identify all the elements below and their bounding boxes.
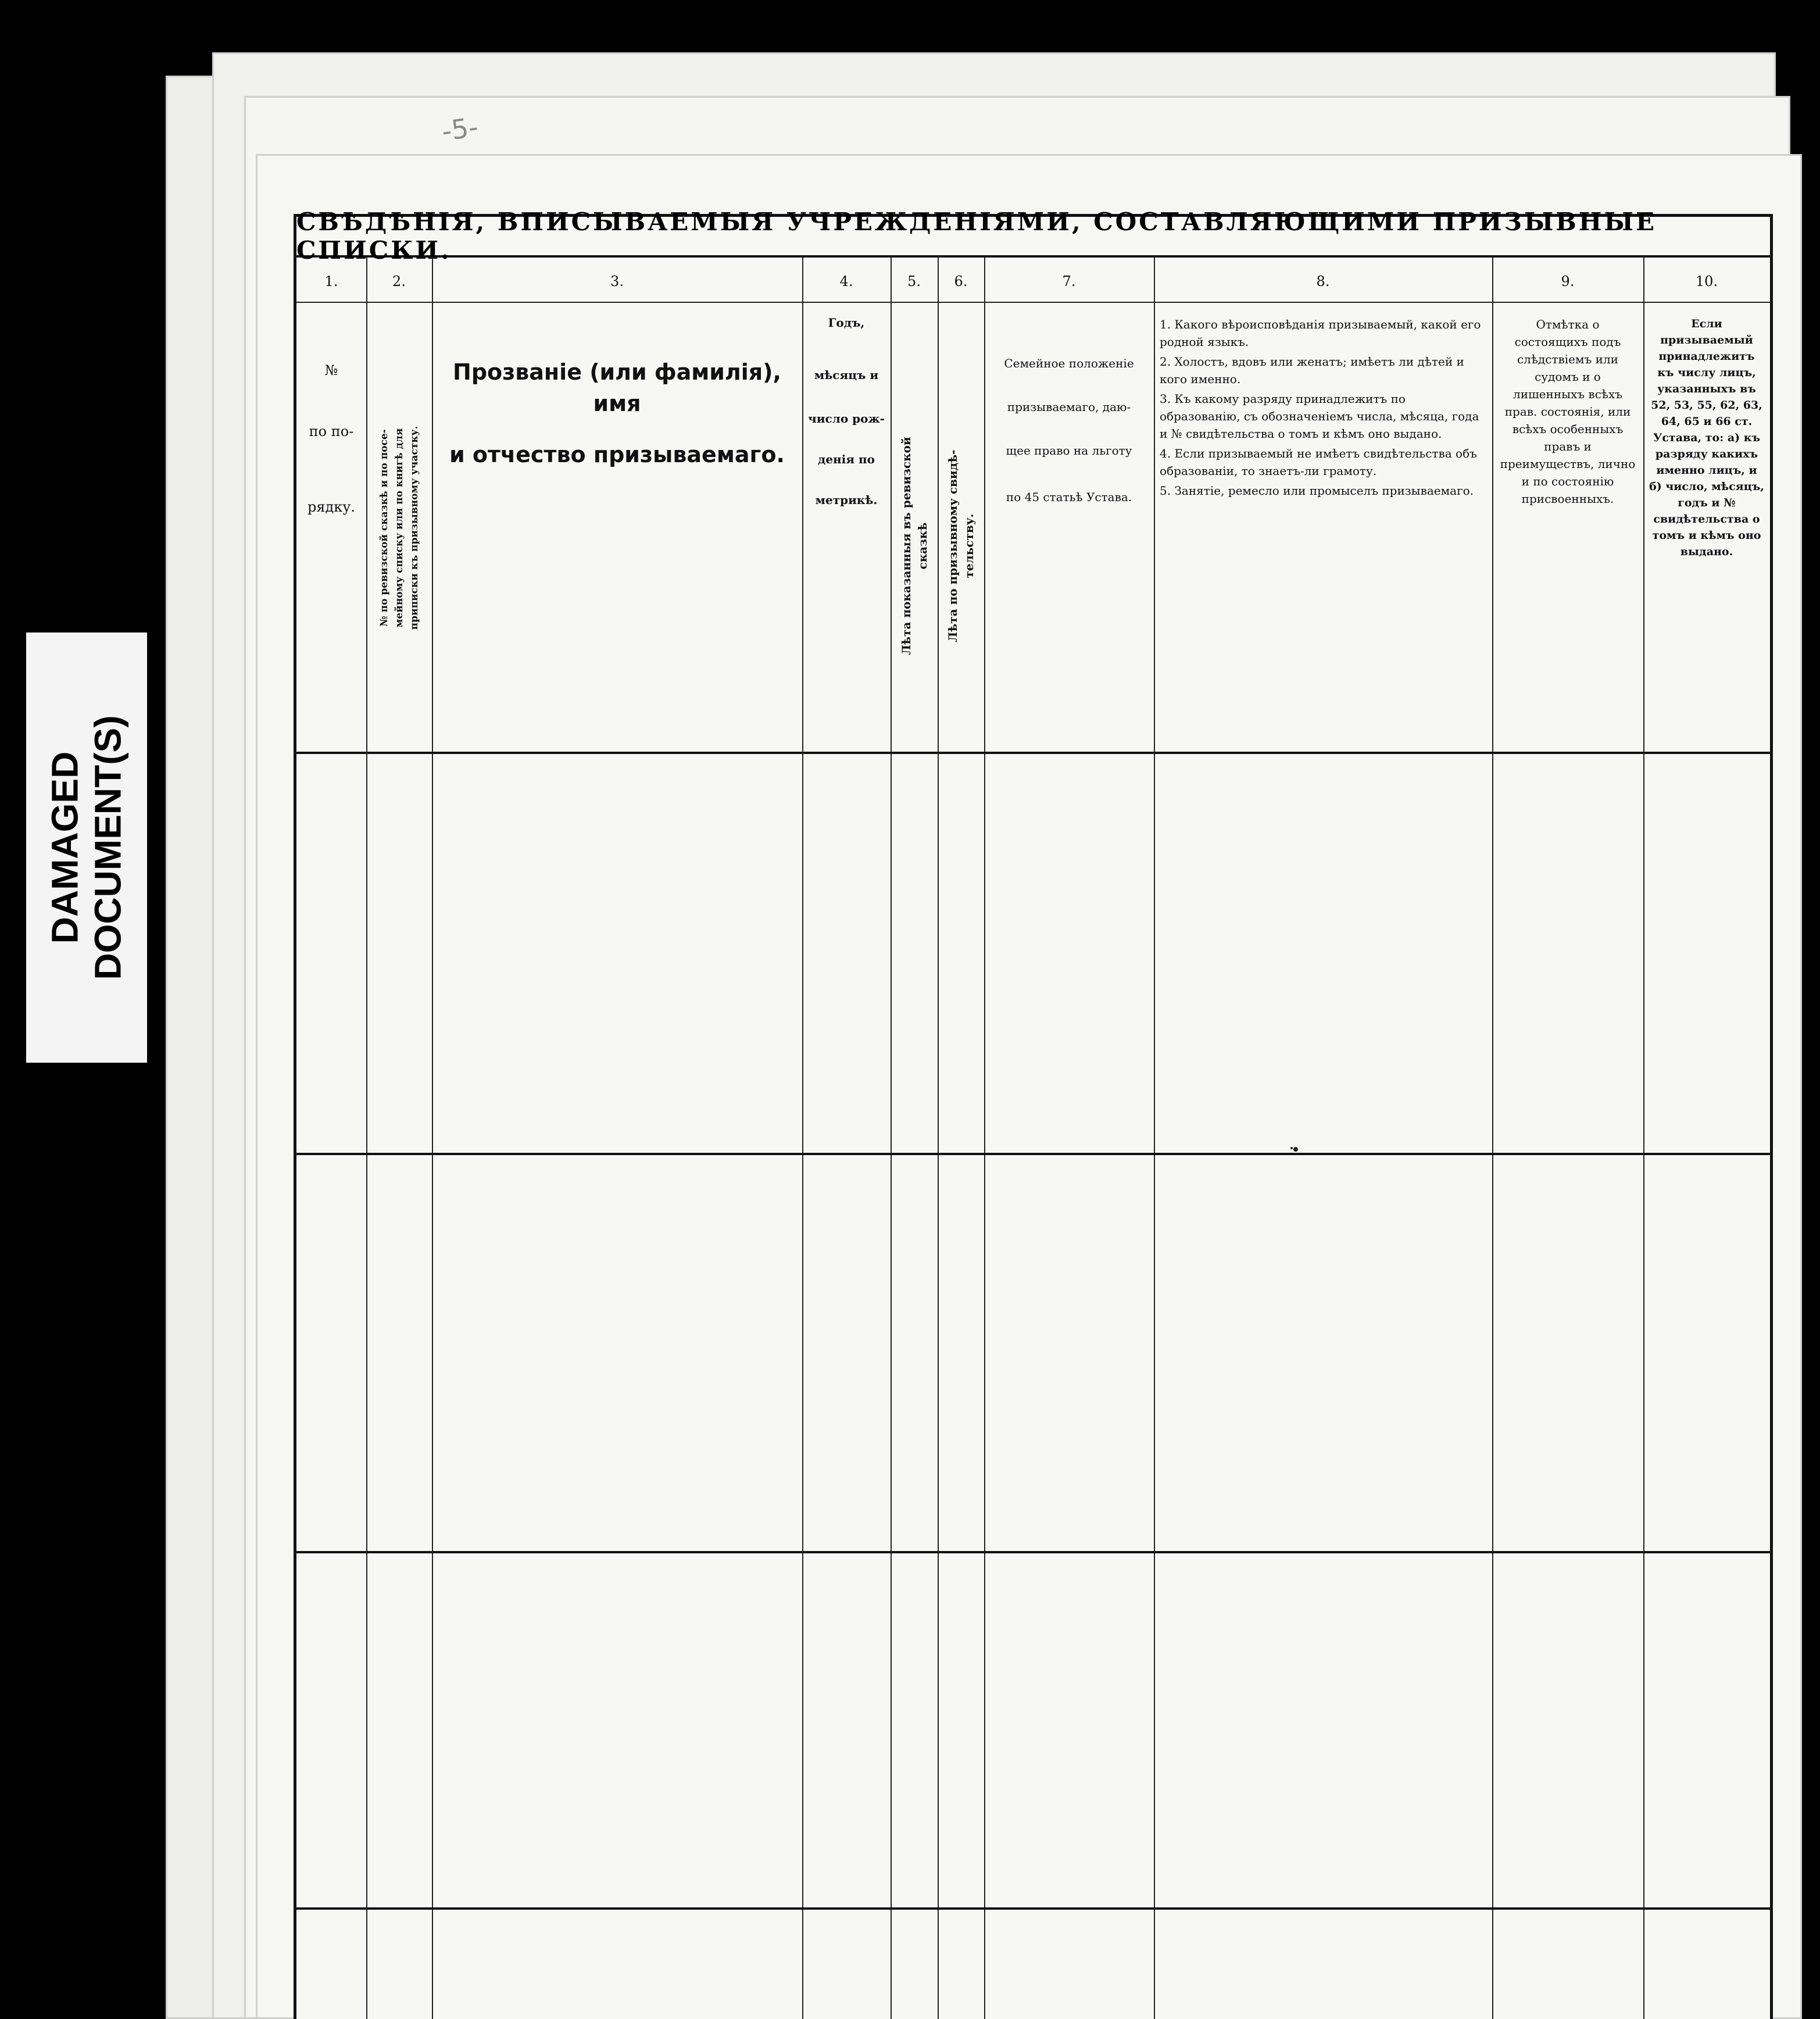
header-col-10-text: Если призываемый принадлежитъ къ числу лицъ, указанныхъ въ 52, 53, 55, 62, 63, 64, 65 и 66 ст. Устава, то: а) къ разряду какихъ именно лицъ, и б) число, мѣсяцъ, годъ и № свидѣтельства о томъ и кѣмъ оно выдано.: [1649, 317, 1764, 558]
header-col-6: [938, 304, 984, 752]
header-col-2-line: № по ревизской сказкѣ и по посе-: [378, 429, 390, 627]
header-col-6-text: [945, 449, 977, 642]
header-col-5-line: Лѣта показанныя въ ревизской: [899, 437, 913, 655]
header-col-6-line: Лѣта по призывному свидѣ-: [946, 449, 960, 642]
header-col-1: [296, 304, 366, 752]
damaged-document-stamp: [26, 632, 147, 1063]
row-divider: [296, 1907, 1770, 1910]
header-col-8-item: 5. Занятіе, ремесло или промыселъ призываемаго.: [1160, 484, 1474, 498]
header-col-3: [432, 304, 802, 752]
header-col-10: [1643, 304, 1770, 752]
header-col-2-text: [377, 426, 422, 630]
header-col-2-line: мейному списку или по книгѣ для: [393, 428, 405, 628]
header-col-8-item: 1. Какого вѣроисповѣданія призываемый, какой его родной языкъ.: [1160, 317, 1481, 349]
header-col-4-line: мѣсяцъ и: [814, 368, 879, 382]
header-col-1-line: №: [324, 362, 338, 378]
header-col-8: [1154, 304, 1492, 752]
header-col-7: [984, 304, 1154, 752]
column-number: 7.: [1062, 273, 1076, 290]
row-divider: [296, 1153, 1770, 1155]
header-col-3-line: и отчество призываемаго.: [449, 442, 785, 467]
header-col-3-line: Прозваніе (или фамилія), имя: [453, 359, 781, 416]
damaged-stamp-text: [44, 715, 130, 980]
column-number: 9.: [1561, 273, 1575, 290]
header-col-1-line: рядку.: [307, 499, 356, 515]
ink-blot: [1290, 1147, 1293, 1149]
header-col-7-line: Семейное положеніе: [1004, 356, 1134, 370]
header-col-7-line: щее право на льготу: [1006, 444, 1132, 458]
column-number: 5.: [907, 273, 921, 290]
header-col-8-item: 4. Если призываемый не имѣетъ свидѣтельства объ образованіи, то знаетъ-ли грамоту.: [1160, 446, 1477, 478]
row-divider: [296, 1551, 1770, 1553]
header-col-2-line: приписки къ призывному участку.: [408, 426, 420, 630]
header-col-9-text: Отмѣтка о состоящихъ подъ слѣдствіемъ или судомъ и о лишенныхъ всѣхъ прав. состоянія, или всѣхъ особенныхъ правъ и преимуществъ, лично и по состоянію присвоенныхъ.: [1500, 317, 1636, 506]
numbers-row-divider: [296, 302, 1770, 303]
header-col-4-line: денія по: [817, 452, 875, 466]
column-number: 10.: [1695, 273, 1718, 290]
form-title: СВѢДѢНІЯ, ВПИСЫВАЕМЫЯ УЧРЕЖДЕНІЯМИ, СОСТАВЛЯЮЩИМИ ПРИЗЫВНЫЕ СПИСКИ.: [296, 217, 1770, 258]
header-col-4-line: метрикѣ.: [815, 493, 878, 507]
column-number: 6.: [954, 273, 968, 290]
header-col-7-line: по 45 статьѣ Устава.: [1006, 490, 1132, 504]
header-col-5-text: [898, 437, 931, 655]
header-col-5: [891, 304, 938, 752]
header-col-8-item: 2. Холостъ, вдовъ или женатъ; имѣетъ ли дѣтей и кого именно.: [1160, 355, 1464, 386]
header-col-4-line: число рож-: [808, 412, 885, 426]
header-col-6-line: тельству.: [962, 513, 976, 578]
column-number: 2.: [392, 273, 406, 290]
pencil-mark: -5-: [439, 110, 480, 148]
header-bottom-rule: [296, 752, 1770, 754]
column-number: 1.: [324, 273, 338, 290]
column-number: 8.: [1316, 273, 1330, 290]
stamp-line-1: DAMAGED: [44, 751, 86, 944]
header-col-9: [1492, 304, 1643, 752]
conscription-form: [294, 208, 1773, 2019]
header-col-2: [366, 304, 432, 752]
column-number: 3.: [610, 273, 624, 290]
header-col-4: [802, 304, 891, 752]
header-col-4-line: Годъ,: [828, 316, 865, 330]
column-number: 4.: [839, 273, 853, 290]
header-col-7-line: призываемаго, даю-: [1007, 400, 1131, 414]
header-col-8-item: 3. Къ какому разряду принадлежитъ по образованію, съ обозначеніемъ числа, мѣсяца, года и № свидѣтельства о томъ и кѣмъ оно выдано.: [1160, 392, 1479, 441]
header-col-1-line: по по-: [309, 423, 354, 439]
ink-blot: [1293, 1147, 1298, 1152]
stamp-line-2: DOCUMENT(S): [87, 715, 129, 980]
header-col-5-line: сказкѣ: [915, 522, 929, 570]
